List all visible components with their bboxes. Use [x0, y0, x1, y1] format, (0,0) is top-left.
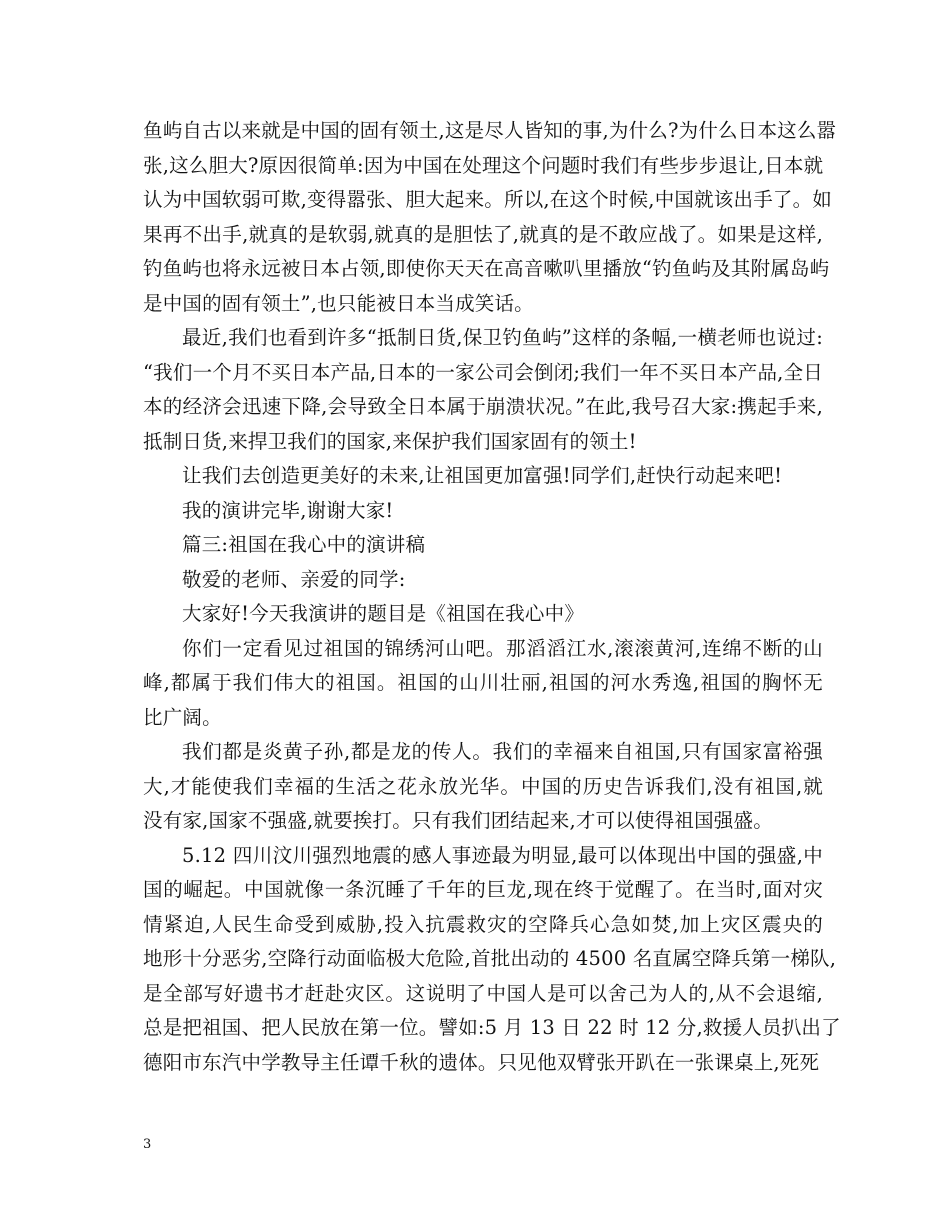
text-line: 是全部写好遗书才赶赴灾区。这说明了中国人是可以舍己为人的,从不会退缩, — [143, 981, 823, 1005]
text-line: 让我们去创造更美好的未来,让祖国更加富强!同学们,赶快行动起来吧! — [182, 464, 783, 487]
paragraph — [143, 735, 823, 839]
text-line: 张,这么胆大?原因很简单:因为中国在处理这个问题时我们有些步步退让,日本就 — [143, 153, 824, 177]
text-line: 你们一定看见过祖国的锦绣河山吧。那滔滔江水,滚滚黄河,连绵不断的山 — [182, 636, 823, 660]
text-line: 比广阔。 — [143, 705, 222, 729]
text-line: 总是把祖国、把人民放在第一位。譬如:5 月 13 日 22 时 12 分,救援人员扒出了 — [143, 1016, 841, 1039]
text-line: 5.12 四川汶川强烈地震的感人事迹最为明显,最可以体现出中国的强盛,中 — [182, 843, 823, 867]
text-line: 地形十分恶劣,空降行动面临极大危险,首批出动的 4500 名直属空降兵第一梯队, — [143, 947, 837, 970]
text-line: 鱼屿自古以来就是中国的固有领土,这是尽人皆知的事,为什么?为什么日本这么嚣 — [143, 119, 837, 142]
text-line: 没有家,国家不强盛,就要挨打。只有我们团结起来,才可以使得祖国强盛。 — [143, 809, 773, 832]
paragraph — [143, 597, 823, 632]
page-number: 3 — [143, 1137, 152, 1152]
text-line: 情紧迫,人民生命受到威胁,投入抗震救灾的空降兵心急如焚,加上灾区震央的 — [143, 912, 823, 936]
text-line: 抵制日货,来捍卫我们的国家,来保护我们国家固有的领土! — [143, 429, 637, 453]
paragraph — [143, 321, 823, 459]
text-line: 钓鱼屿也将永远被日本占领,即使你天天在高音嗽叭里播放“钓鱼屿及其附属岛屿 — [143, 257, 830, 280]
text-line: 本的经济会迅速下降,会导致全日本属于崩溃状况。”在此,我号召大家:携起手来, — [143, 395, 823, 418]
text-line: 大,才能使我们幸福的生活之花永放光华。中国的历史告诉我们,没有祖国,就 — [143, 774, 823, 798]
paragraph — [143, 494, 823, 529]
paragraph — [143, 839, 841, 1081]
text-line: 敬爱的老师、亲爱的同学: — [182, 567, 406, 591]
paragraph — [143, 563, 823, 598]
text-line: 峰,都属于我们伟大的祖国。祖国的山川壮丽,祖国的河水秀逸,祖国的胸怀无 — [143, 671, 823, 694]
text-line: “我们一个月不买日本产品,日本的一家公司会倒闭;我们一年不买日本产品,全日 — [143, 360, 823, 384]
text-line: 最近,我们也看到许多“抵制日货,保卫钓鱼屿”这样的条幅,一横老师也说过: — [182, 326, 823, 349]
paragraph — [143, 632, 823, 736]
document-body — [143, 114, 841, 1080]
text-line: 篇三:祖国在我心中的演讲稿 — [182, 533, 426, 556]
paragraph — [143, 459, 823, 494]
text-line: 德阳市东汽中学教导主任谭千秋的遗体。只见他双臂张开趴在一张课桌上,死死 — [143, 1050, 820, 1074]
text-line: 认为中国软弱可欺,变得嚣张、胆大起来。所以,在这个时候,中国就该出手了。如 — [143, 188, 832, 211]
text-line: 我们都是炎黄子孙,都是龙的传人。我们的幸福来自祖国,只有国家富裕强 — [182, 740, 823, 763]
text-line: 是中国的固有领土”,也只能被日本当成笑话。 — [143, 291, 534, 315]
text-line: 大家好!今天我演讲的题目是《祖国在我心中》 — [182, 602, 585, 625]
text-line: 果再不出手,就真的是软弱,就真的是胆怯了,就真的是不敢应战了。如果是这样, — [143, 222, 823, 246]
paragraph — [143, 528, 823, 563]
paragraph — [143, 114, 837, 321]
text-line: 我的演讲完毕,谢谢大家! — [182, 498, 394, 522]
text-line: 国的崛起。中国就像一条沉睡了千年的巨龙,现在终于觉醒了。在当时,面对灾 — [143, 878, 823, 901]
